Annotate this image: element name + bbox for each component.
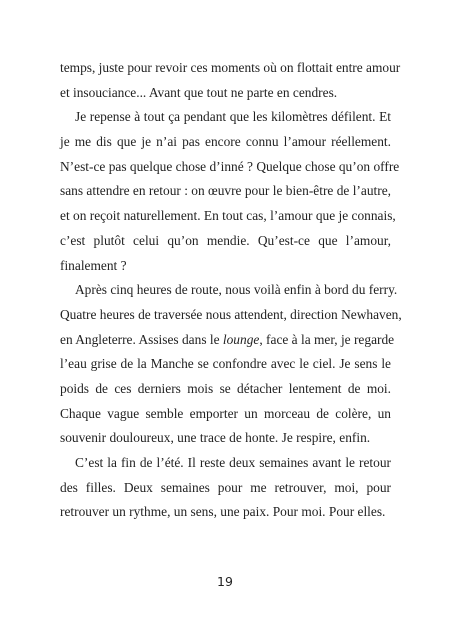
text-line: l’eau grise de la Manche se confondre avec le ciel. Je sens le — [60, 356, 391, 372]
text-line: souvenir douloureux, une trace de honte. Je respire, enfin. — [60, 430, 371, 446]
text-line: retrouver un rythme, un sens, une paix. Pour moi. Pour elles. — [60, 504, 386, 520]
text-line: sans attendre en retour : on œuvre pour le bien-être de l’autre, — [60, 183, 391, 199]
book-page-body — [60, 56, 402, 525]
text-line: en Angleterre. Assises dans le lounge, face à la mer, je regarde — [60, 331, 395, 347]
text-line: N’est-ce pas quelque chose d’inné ? Quelque chose qu’on offre — [60, 158, 400, 174]
text-line: et insouciance... Avant que tout ne parte en cendres. — [60, 84, 338, 100]
paragraph — [60, 278, 402, 451]
text-line: finalement ? — [60, 257, 127, 273]
text-line: et on reçoit naturellement. En tout cas, l’amour que je connais, — [60, 208, 396, 224]
text-line: Quatre heures de traversée nous attendent, direction Newhaven, — [60, 306, 402, 322]
text-line: c’est plutôt celui qu’on mendie. Qu’est-ce que l’amour, — [60, 232, 391, 248]
text-line: Je repense à tout ça pendant que les kilomètres défilent. Et — [75, 109, 391, 125]
text-line: poids de ces derniers mois se détacher lentement de moi. — [60, 380, 391, 396]
text-line: temps, juste pour revoir ces moments où on flottait entre amour — [60, 60, 401, 75]
text-line: C’est la fin de l’été. Il reste deux semaines avant le retour — [75, 455, 391, 470]
page-number: 19 — [217, 574, 233, 589]
text-line: je me dis que je n’ai pas encore connu l’amour réellement. — [60, 134, 391, 150]
paragraph — [60, 56, 401, 105]
text-line: Chaque vague semble emporter un morceau de colère, un — [60, 405, 391, 421]
paragraph — [60, 451, 391, 525]
paragraph — [60, 105, 400, 278]
text-line: Après cinq heures de route, nous voilà enfin à bord du ferry. — [75, 282, 398, 298]
emphasized-word: lounge — [222, 331, 260, 347]
text-line: des filles. Deux semaines pour me retrouver, moi, pour — [60, 479, 391, 495]
